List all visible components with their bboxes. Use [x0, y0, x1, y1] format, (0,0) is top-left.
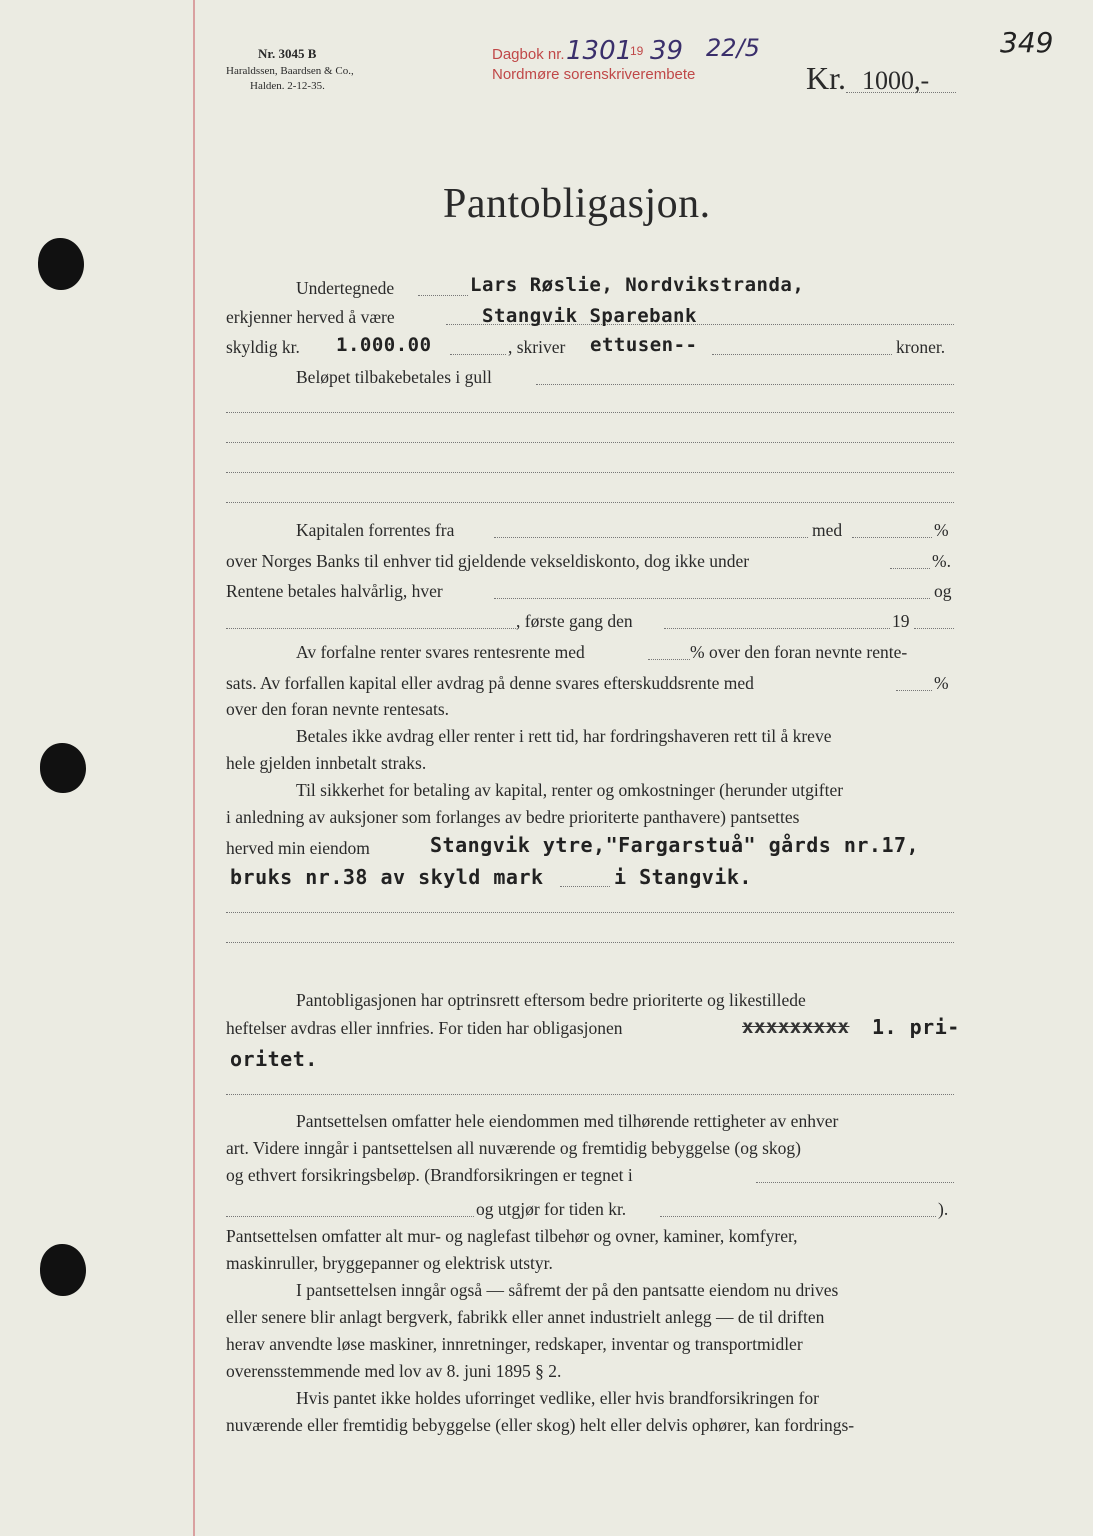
- fill-line: [450, 354, 506, 355]
- fill-line: [846, 92, 956, 93]
- fill-line: [226, 942, 954, 943]
- interest-line: sats. Av forfallen kapital eller avdrag på denne svares efterskuddsrente med: [226, 673, 754, 693]
- priority-clause: Pantobligasjonen har optrinsrett eftersom bedre prioriterte og likestillede: [296, 990, 806, 1010]
- percent-sign: %.: [932, 551, 951, 571]
- scope-clause: herav anvendte løse maskiner, innretninger, redskaper, inventar og transportmidler: [226, 1334, 803, 1354]
- scope-clause: art. Videre inngår i pantsettelsen all nuværende og fremtidig bebyggelse (og skog): [226, 1138, 801, 1158]
- default-clause: Betales ikke avdrag eller renter i rett tid, har fordringshaveren rett til å kreve: [296, 726, 832, 746]
- priority-clause: heftelser avdras eller innfries. For tiden har obligasjonen: [226, 1018, 623, 1038]
- scope-clause: Hvis pantet ikke holdes uforringet vedlike, eller hvis brandforsikringen for: [296, 1388, 819, 1408]
- fill-line: [660, 1216, 936, 1217]
- year-19: 19: [892, 611, 910, 631]
- fill-line: [756, 1182, 954, 1183]
- struck-text: xxxxxxxxx: [742, 1016, 850, 1038]
- dagbok-number: 1301: [566, 36, 633, 66]
- fill-line: [648, 659, 690, 660]
- page-number: 349: [1000, 26, 1054, 59]
- scope-clause: maskinruller, bryggepanner og elektrisk utstyr.: [226, 1253, 553, 1273]
- dagbok-label: Dagbok nr.: [492, 46, 565, 63]
- fill-line: [226, 912, 954, 913]
- amount-numeric: 1.000.00: [336, 334, 432, 356]
- interest-from: Kapitalen forrentes fra: [296, 520, 455, 540]
- printer-line: Haraldssen, Baardsen & Co.,: [226, 65, 354, 77]
- creditor-value: Stangvik Sparebank: [482, 305, 697, 327]
- interest-line: % over den foran nevnte rente-: [690, 642, 908, 662]
- scope-clause: Pantsettelsen omfatter alt mur- og naglefast tilbehør og ovner, kaminer, komfyrer,: [226, 1226, 798, 1246]
- undersigned-value: Lars Røslie, Nordvikstranda,: [470, 274, 805, 296]
- interest-line: , første gang den: [516, 611, 633, 631]
- fill-line: [664, 628, 890, 629]
- fill-line: [890, 568, 930, 569]
- default-clause: hele gjelden innbetalt straks.: [226, 753, 427, 773]
- interest-line: Rentene betales halvårlig, hver: [226, 581, 443, 601]
- interest-and: og: [934, 581, 952, 601]
- property-label: herved min eiendom: [226, 838, 370, 858]
- fill-line: [560, 886, 610, 887]
- scope-clause: I pantsettelsen inngår også — såfremt der på den pantsatte eiendom nu drives: [296, 1280, 839, 1300]
- property-value: i Stangvik.: [614, 865, 752, 889]
- interest-with: med: [812, 520, 843, 540]
- punch-hole: [38, 238, 84, 290]
- repay-label: Beløpet tilbakebetales i gull: [296, 367, 492, 387]
- fill-line: [494, 598, 930, 599]
- undersigned-label: Undertegnede: [296, 278, 395, 298]
- interest-line: Av forfalne renter svares rentesrente med: [296, 642, 585, 662]
- fill-line: [226, 502, 954, 503]
- scope-clause: og ethvert forsikringsbeløp. (Brandforsikringen er tegnet i: [226, 1165, 633, 1185]
- registration-date: 22/5: [706, 34, 760, 62]
- fill-line: [418, 295, 468, 296]
- printer-date: Halden. 2-12-35.: [250, 80, 325, 92]
- kroner-label: kroner.: [896, 337, 946, 357]
- form-number: Nr. 3045 B: [258, 46, 317, 61]
- scope-clause: eller senere blir anlagt bergverk, fabrikk eller annet industrielt anlegg — de til driften: [226, 1307, 825, 1327]
- fill-line: [712, 354, 892, 355]
- scope-clause: overensstemmende med lov av 8. juni 1895 § 2.: [226, 1361, 562, 1381]
- punch-hole: [40, 1244, 86, 1296]
- priority-value: 1. pri-: [872, 1015, 960, 1039]
- scope-clause: og utgjør for tiden kr.: [476, 1199, 627, 1219]
- fill-line: [226, 628, 516, 629]
- fill-line: [896, 690, 932, 691]
- percent-sign: %: [934, 673, 949, 693]
- scope-clause: ).: [938, 1199, 949, 1219]
- fill-line: [226, 1094, 954, 1095]
- property-value: Stangvik ytre,"Fargarstuå" gårds nr.17,: [430, 833, 920, 857]
- acknowledges-label: erkjenner herved å være: [226, 307, 395, 327]
- interest-line: over Norges Banks til enhver tid gjeldende vekseldiskonto, dog ikke under: [226, 551, 750, 571]
- amount-words: ettusen--: [590, 334, 698, 356]
- fill-line: [852, 537, 932, 538]
- amount-value: 1000,-: [862, 66, 930, 95]
- fill-line: [226, 472, 954, 473]
- fill-line: [226, 412, 954, 413]
- office-stamp: Nordmøre sorenskriverembete: [492, 66, 696, 83]
- security-clause: Til sikkerhet for betaling av kapital, renter og omkostninger (herunder utgifter: [296, 780, 844, 800]
- fill-line: [914, 628, 954, 629]
- document-title: Pantobligasjon.: [443, 181, 711, 227]
- security-clause: i anledning av auksjoner som forlanges av bedre prioriterte panthavere) pantsettes: [226, 807, 800, 827]
- scope-clause: nuværende eller fremtidig bebyggelse (eller skog) helt eller delvis ophører, kan fordrings-: [226, 1415, 855, 1435]
- amount-label: Kr.: [806, 60, 846, 96]
- year-suffix: 39: [650, 36, 684, 66]
- punch-hole: [40, 743, 86, 793]
- fill-line: [226, 442, 954, 443]
- fill-line: [536, 384, 954, 385]
- margin-rule: [193, 0, 195, 1536]
- percent-sign: %: [934, 520, 949, 540]
- fill-line: [494, 537, 808, 538]
- owes-label: skyldig kr.: [226, 337, 300, 357]
- fill-line: [226, 1216, 474, 1217]
- writes-label: , skriver: [508, 337, 566, 357]
- year-prefix: 19: [630, 44, 644, 58]
- interest-line: over den foran nevnte rentesats.: [226, 699, 450, 719]
- priority-value: oritet.: [230, 1047, 318, 1071]
- property-value: bruks nr.38 av skyld mark: [230, 865, 544, 889]
- scope-clause: Pantsettelsen omfatter hele eiendommen med tilhørende rettigheter av enhver: [296, 1111, 839, 1131]
